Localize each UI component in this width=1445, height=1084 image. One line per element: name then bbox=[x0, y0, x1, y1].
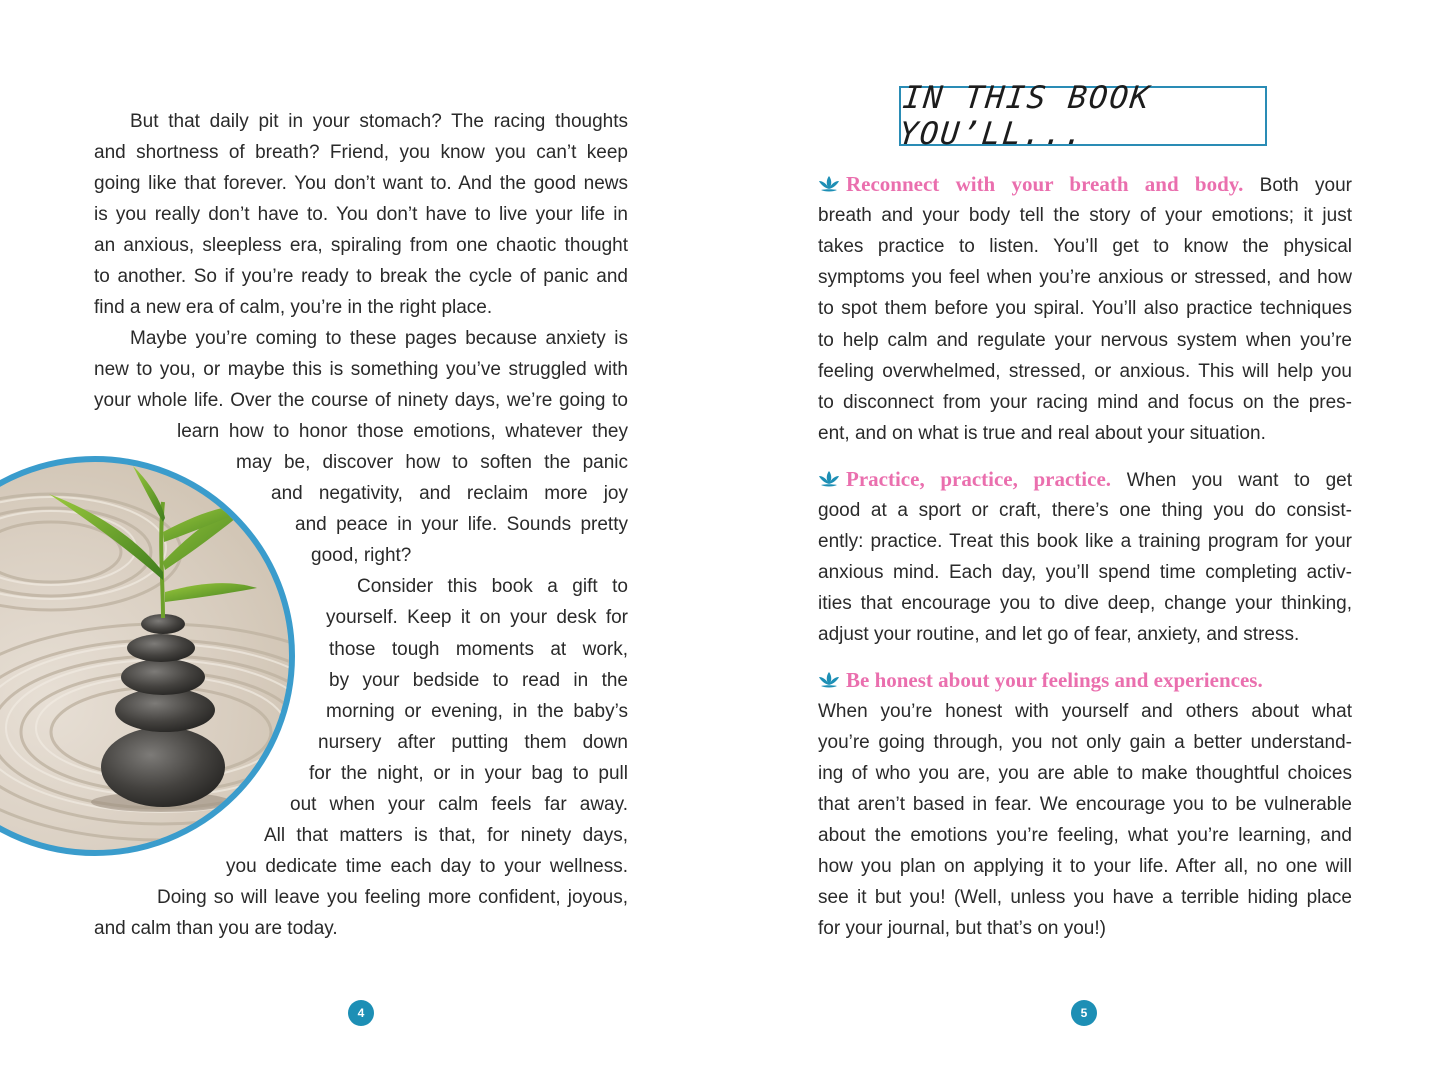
body-line: Consider this book a gift to bbox=[357, 576, 628, 597]
body-line: you dedicate time each day to your wellness. bbox=[226, 856, 628, 877]
bullet-first-line bbox=[818, 464, 1352, 496]
body-line: learn how to honor those emotions, whatever they bbox=[177, 421, 628, 442]
body-line: adjust your routine, and let go of fear, anxiety, and stress. bbox=[818, 624, 1300, 645]
bullet-title: Practice, practice, practice. bbox=[846, 467, 1112, 491]
body-line: breath and your body tell the story of your emotions; it just bbox=[818, 205, 1352, 226]
body-line: to help calm and regulate your nervous system when you’re bbox=[818, 330, 1352, 351]
body-line: those tough moments at work, bbox=[329, 639, 628, 660]
body-line: feeling overwhelmed, stressed, or anxious. This will help you bbox=[818, 361, 1352, 382]
body-line: and shortness of breath? Friend, you know you can’t keep bbox=[94, 142, 628, 163]
body-line: your whole life. Over the course of ninety days, we’re going to bbox=[94, 390, 628, 411]
body-line: to another. So if you’re ready to break the cycle of panic and bbox=[94, 266, 628, 287]
bullet-text: When you want to get bbox=[1111, 470, 1352, 491]
body-line: going like that forever. You don’t want to. And the good news bbox=[94, 173, 628, 194]
body-line: symptoms you feel when you’re anxious or stressed, and how bbox=[818, 267, 1352, 288]
page-number: 4 bbox=[348, 1000, 374, 1026]
zen-stones-photo bbox=[0, 456, 295, 856]
body-line: Maybe you’re coming to these pages because anxiety is bbox=[130, 328, 628, 349]
body-line: good at a sport or craft, there’s one thing you do consist- bbox=[818, 500, 1352, 521]
body-line: for the night, or in your bag to pull bbox=[309, 763, 628, 784]
body-line: is you really don’t have to. You don’t have to live your life in bbox=[94, 204, 628, 225]
bullet-text: Both your bbox=[1243, 175, 1352, 196]
section-heading: IN THIS BOOK YOU’LL... bbox=[897, 80, 1153, 152]
body-line: nursery after putting them down bbox=[318, 732, 628, 753]
body-line: by your bedside to read in the bbox=[329, 670, 628, 691]
bullet-first-line bbox=[818, 169, 1352, 201]
body-line: and negativity, and reclaim more joy bbox=[271, 483, 628, 504]
body-line: new to you, or maybe this is something you’ve struggled with bbox=[94, 359, 628, 380]
zen-stones-icon bbox=[0, 462, 289, 850]
body-line: for your journal, but that’s on you!) bbox=[818, 918, 1106, 939]
bullet-title: Reconnect with your breath and body. bbox=[846, 172, 1244, 196]
body-line: that aren’t based in fear. We encourage you to be vulnerable bbox=[818, 794, 1352, 815]
lotus-icon bbox=[818, 671, 840, 689]
body-line: takes practice to listen. You’ll get to know the physical bbox=[818, 236, 1352, 257]
body-line: Doing so will leave you feeling more confident, joyous, bbox=[157, 887, 628, 908]
body-line: All that matters is that, for ninety days, bbox=[264, 825, 628, 846]
bullet-first-line bbox=[818, 665, 1352, 697]
body-line: find a new era of calm, you’re in the right place. bbox=[94, 297, 493, 318]
lotus-icon bbox=[818, 175, 840, 193]
bullet-title: Be honest about your feelings and experiences. bbox=[846, 668, 1263, 692]
body-line: how you plan on applying it to your life. After all, no one will bbox=[818, 856, 1352, 877]
body-line: out when your calm feels far away. bbox=[290, 794, 628, 815]
body-line: When you’re honest with yourself and others about what bbox=[818, 701, 1352, 722]
body-line: anxious mind. Each day, you’ll spend time completing activ- bbox=[818, 562, 1352, 583]
section-heading-box bbox=[897, 80, 1267, 152]
body-line: ing of who you are, you are able to make thoughtful choices bbox=[818, 763, 1352, 784]
lotus-icon bbox=[818, 470, 840, 488]
page-number: 5 bbox=[1071, 1000, 1097, 1026]
body-line: may be, discover how to soften the panic bbox=[236, 452, 628, 473]
body-line: to disconnect from your racing mind and focus on the pres- bbox=[818, 392, 1352, 413]
body-line: good, right? bbox=[311, 545, 412, 566]
body-line: ent, and on what is true and real about your situation. bbox=[818, 423, 1266, 444]
body-line: see it but you! (Well, unless you have a terrible hiding place bbox=[818, 887, 1352, 908]
body-line: morning or evening, in the baby’s bbox=[326, 701, 628, 722]
body-line: and calm than you are today. bbox=[94, 918, 338, 939]
body-line: ities that encourage you to dive deep, change your thinking, bbox=[818, 593, 1352, 614]
body-line: an anxious, sleepless era, spiraling from one chaotic thought bbox=[94, 235, 628, 256]
body-line: and peace in your life. Sounds pretty bbox=[295, 514, 628, 535]
body-line: about the emotions you’re feeling, what you’re learning, and bbox=[818, 825, 1352, 846]
body-line: ently: practice. Treat this book like a training program for your bbox=[818, 531, 1352, 552]
body-line: you’re going through, you not only gain a better understand- bbox=[818, 732, 1352, 753]
body-line: to spot them before you spiral. You’ll also practice techniques bbox=[818, 298, 1352, 319]
body-line: But that daily pit in your stomach? The racing thoughts bbox=[130, 111, 628, 132]
body-line: yourself. Keep it on your desk for bbox=[326, 607, 628, 628]
